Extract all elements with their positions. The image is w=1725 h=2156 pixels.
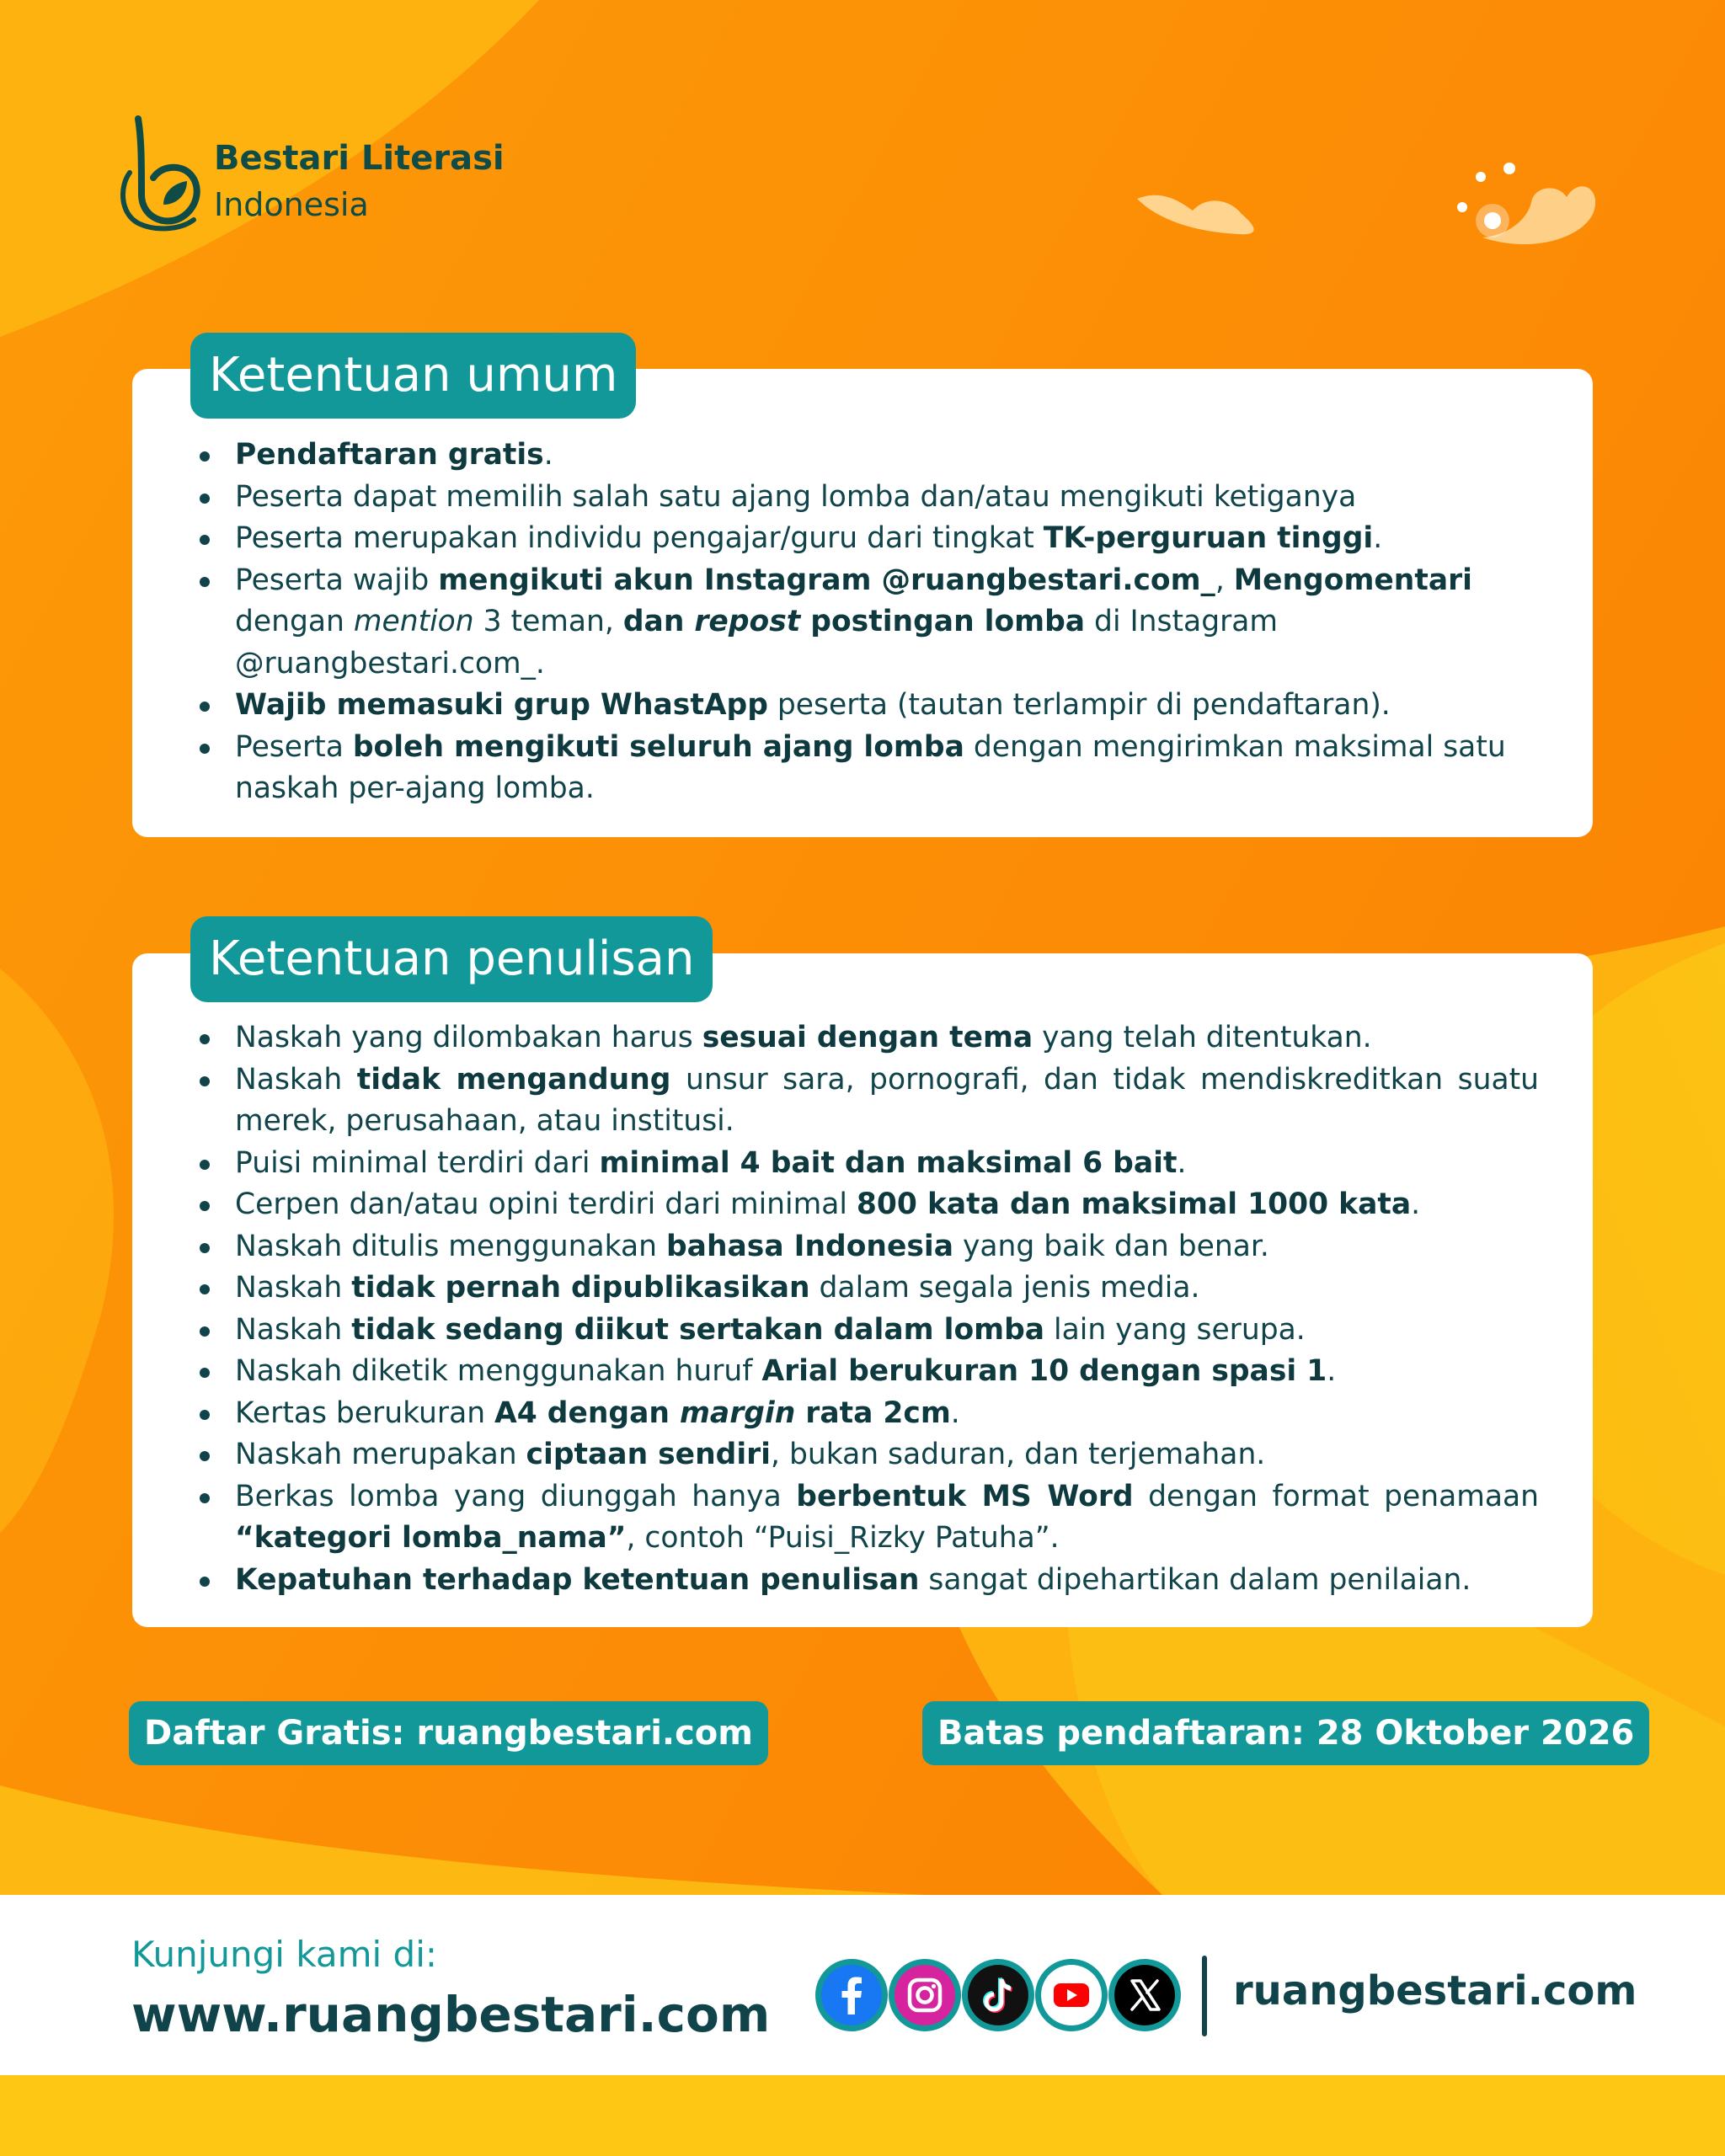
tiktok-link[interactable] (962, 1959, 1034, 2031)
instagram-link[interactable] (889, 1959, 961, 2031)
rule-text: rata 2cm (795, 1396, 951, 1430)
rules-card-general (132, 369, 1593, 837)
footer (0, 1895, 1725, 2075)
rule-text: Puisi minimal terdiri dari (235, 1145, 600, 1180)
rule-item (200, 1226, 1539, 1268)
facebook-icon (815, 1959, 888, 2031)
rule-text: Berkas lomba yang diunggah hanya (235, 1479, 797, 1513)
rule-text: 3 teman, (473, 605, 623, 638)
tiktok-icon (962, 1959, 1034, 2031)
rule-text: dengan (235, 605, 354, 638)
rule-item (200, 560, 1539, 686)
rule-item (200, 1059, 1539, 1143)
rule-text: boleh mengikuti seluruh ajang lomba (352, 729, 964, 764)
rule-text: Naskah ditulis menggunakan (235, 1229, 666, 1263)
rule-text: bahasa Indonesia (665, 1229, 954, 1263)
rule-text: , (1215, 563, 1234, 597)
facebook-link[interactable] (815, 1959, 888, 2031)
rule-text: Naskah (235, 1312, 352, 1347)
rule-item (200, 727, 1539, 810)
rule-text: Naskah diketik menggunakan huruf (235, 1354, 762, 1388)
rule-text: tidak mengandung (356, 1062, 671, 1097)
rule-text: , contoh “Puisi_Rizky Patuha”. (626, 1521, 1060, 1555)
rule-text: lain yang serupa. (1044, 1312, 1306, 1347)
rule-text: Naskah merupakan (235, 1438, 526, 1471)
section-title-ketentuan-umum: Ketentuan umum (190, 333, 636, 419)
brand-name: Bestari Literasi (214, 139, 505, 178)
rule-text: dengan format penamaan (1133, 1479, 1539, 1513)
footer-divider (1202, 1956, 1207, 2036)
rule-text: Peserta wajib (235, 563, 439, 597)
rule-text: di Instagram @ruangbestari.com_. (235, 605, 1279, 680)
rule-text: . (1373, 521, 1383, 555)
rule-text: yang telah ditentukan. (1033, 1021, 1372, 1054)
visit-label: Kunjungi kami di: (131, 1934, 438, 1975)
youtube-link[interactable] (1035, 1959, 1108, 2031)
rule-text: . (1411, 1187, 1421, 1221)
rule-text: Arial berukuran 10 dengan spasi 1 (761, 1354, 1327, 1388)
rule-item (200, 1310, 1539, 1352)
rule-text: 800 kata dan maksimal 1000 kata (856, 1187, 1412, 1221)
rule-text: “kategori lomba_nama” (235, 1521, 627, 1555)
rule-text: mengikuti akun Instagram @ruangbestari.com_ (438, 563, 1215, 597)
rule-text: dengan mengirimkan maksimal satu naskah per-ajang lomba. (235, 729, 1506, 805)
rules-list (200, 435, 1539, 810)
rule-text: . (950, 1396, 960, 1430)
rule-text: berbentuk MS Word (796, 1479, 1134, 1513)
rule-item (200, 477, 1539, 519)
brand-logo (116, 114, 521, 232)
rule-text: Peserta (235, 729, 353, 764)
rule-item (200, 1393, 1539, 1435)
rule-item (200, 1434, 1539, 1476)
rule-text: Mengomentari (1233, 563, 1472, 597)
rule-item (200, 1351, 1539, 1393)
rule-item (200, 518, 1539, 560)
rule-text: Kepatuhan terhadap ketentuan penulisan (235, 1562, 920, 1597)
rule-text: sangat dipehartikan dalam penilaian. (919, 1562, 1471, 1597)
rule-text: , bukan saduran, dan terjemahan. (771, 1438, 1266, 1471)
x-icon (1108, 1959, 1181, 2031)
rule-text: postingan lomba (800, 605, 1086, 638)
rule-item (200, 1476, 1539, 1560)
rule-text: mention (353, 605, 474, 638)
rule-item (200, 435, 1539, 477)
rule-text: margin (679, 1396, 796, 1430)
section-title-ketentuan-penulisan: Ketentuan penulisan (190, 916, 713, 1002)
rule-text: Peserta merupakan individu pengajar/guru dari tingkat (235, 521, 1044, 555)
leaf-logo-icon (116, 114, 209, 232)
rule-text: Naskah yang dilombakan harus (235, 1021, 702, 1054)
register-badge[interactable]: Daftar Gratis: ruangbestari.com (129, 1701, 768, 1765)
rule-text: yang baik dan benar. (953, 1229, 1269, 1263)
rule-text: . (543, 438, 553, 472)
rule-text: sesuai dengan tema (702, 1021, 1033, 1054)
rule-text: peserta (tautan terlampir di pendaftaran). (767, 688, 1391, 722)
rule-text: Wajib memasuki grup WhastApp (235, 688, 768, 722)
rule-item (200, 1560, 1539, 1602)
cloud-decoration-icon (1129, 143, 1600, 278)
x-link[interactable] (1108, 1959, 1181, 2031)
rule-text: Naskah (235, 1271, 352, 1305)
rule-text: Kertas berukuran (235, 1396, 495, 1430)
rule-item (200, 1184, 1539, 1226)
rule-item (200, 685, 1539, 727)
instagram-icon (889, 1959, 961, 2031)
rule-text: TK-perguruan tinggi (1043, 521, 1374, 555)
rule-text: A4 dengan (494, 1396, 680, 1430)
rules-card-writing (132, 953, 1593, 1627)
rule-text: tidak sedang diikut sertakan dalam lomba (351, 1312, 1045, 1347)
rules-list (200, 1017, 1539, 1601)
rule-text: . (1327, 1354, 1337, 1388)
rule-text: Cerpen dan/atau opini terdiri dari minimal (235, 1187, 857, 1221)
rule-text: dalam segala jenis media. (809, 1271, 1200, 1305)
website-link[interactable]: www.ruangbestari.com (131, 1986, 771, 2043)
rule-item (200, 1017, 1539, 1059)
youtube-icon (1035, 1959, 1108, 2031)
deadline-badge: Batas pendaftaran: 28 Oktober 2026 (922, 1701, 1649, 1765)
rule-text: dan (622, 605, 695, 638)
rule-text: unsur sara, pornografi, dan tidak mendiskreditkan suatu merek, perusahaan, atau institusi. (235, 1062, 1539, 1138)
rule-text: . (1177, 1145, 1187, 1180)
rule-text: Peserta dapat memilih salah satu ajang lomba dan/atau mengikuti ketiganya (235, 479, 1357, 514)
footer-site-link[interactable]: ruangbestari.com (1233, 1967, 1637, 2015)
rule-item (200, 1267, 1539, 1310)
rule-text: repost (694, 605, 801, 638)
rule-text: minimal 4 bait dan maksimal 6 bait (599, 1145, 1178, 1180)
rule-text: ciptaan sendiri (526, 1438, 772, 1471)
rule-item (200, 1143, 1539, 1185)
brand-country: Indonesia (214, 186, 369, 223)
rule-text: tidak pernah dipublikasikan (351, 1271, 810, 1305)
rule-text: Pendaftaran gratis (235, 438, 544, 472)
rule-text: Naskah (235, 1062, 357, 1097)
